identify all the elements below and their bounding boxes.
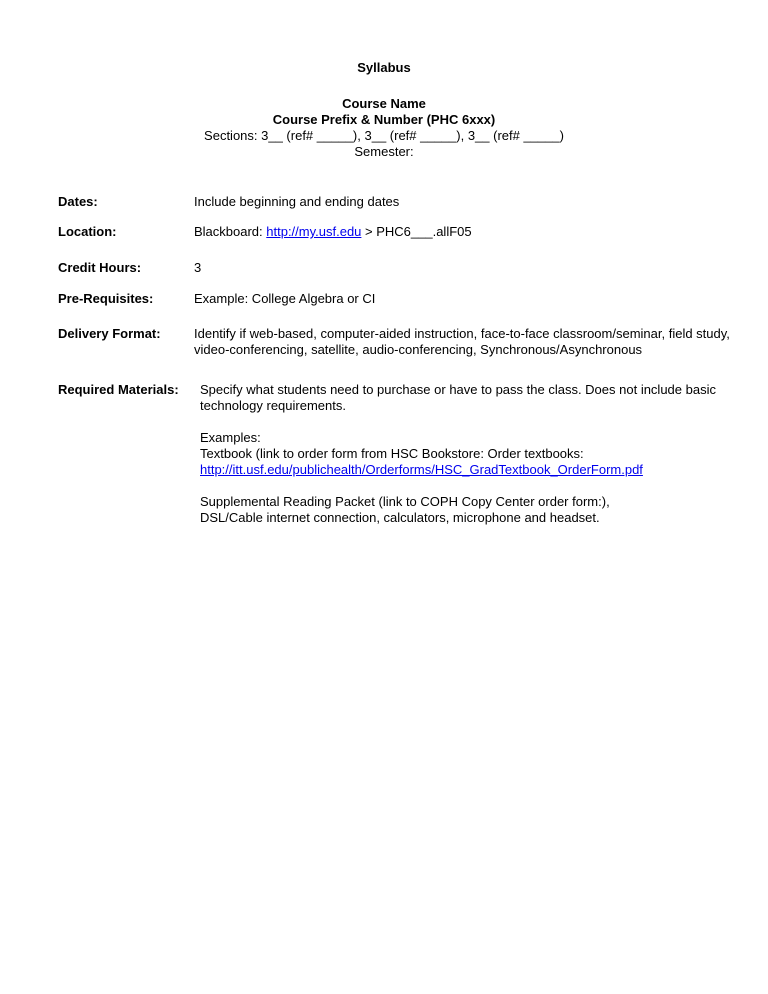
examples-block (200, 430, 720, 478)
dates-label: Dates: (58, 194, 98, 209)
location-value (194, 224, 734, 240)
supplemental-line-1: Supplemental Reading Packet (link to COPH Copy Center order form:), (200, 494, 610, 509)
textbook-text: Textbook (link to order form from HSC Bookstore: Order textbooks: (200, 446, 584, 461)
supplemental-block (200, 494, 720, 526)
credit-hours-value: 3 (194, 260, 202, 275)
blackboard-link[interactable]: http://my.usf.edu (266, 224, 362, 239)
delivery-format-value: Identify if web-based, computer-aided instruction, face-to-face classroom/seminar, field study, video-conferencing, satellite, audio-conferencing, Synchronous/Asynchronous (194, 326, 730, 357)
prerequisites-value: Example: College Algebra or CI (194, 291, 376, 306)
dates-value: Include beginning and ending dates (194, 194, 400, 209)
course-name: Course Name (342, 96, 426, 111)
document-title: Syllabus (357, 60, 411, 75)
supplemental-line-2: DSL/Cable internet connection, calculators, microphone and headset. (200, 510, 600, 525)
required-materials-value (200, 382, 720, 526)
required-materials-intro: Specify what students need to purchase or have to pass the class. Does not include basic technology requirements. (200, 382, 716, 413)
location-suffix: > PHC6___.allF05 (361, 224, 472, 239)
location-prefix: Blackboard: (194, 224, 267, 239)
sections-line: Sections: 3__ (ref# _____), 3__ (ref# _____), 3__ (ref# _____) (204, 128, 564, 143)
prerequisites-label: Pre-Requisites: (58, 291, 154, 306)
semester-line: Semester: (354, 144, 414, 159)
credit-hours-label: Credit Hours: (58, 260, 142, 275)
location-label: Location: (58, 224, 117, 239)
course-prefix-number: Course Prefix & Number (PHC 6xxx) (272, 112, 496, 127)
required-materials-label: Required Materials: (58, 382, 179, 397)
examples-heading: Examples: (200, 430, 261, 445)
delivery-format-label: Delivery Format: (58, 326, 161, 341)
textbook-order-form-link[interactable]: http://itt.usf.edu/publichealth/Orderforms/HSC_GradTextbook_OrderForm.pdf (200, 462, 643, 477)
